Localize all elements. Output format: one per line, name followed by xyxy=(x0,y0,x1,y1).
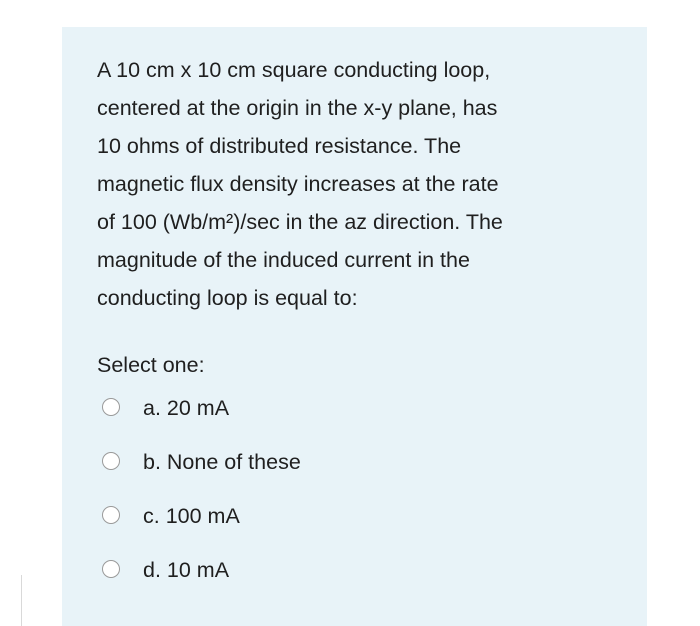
answer-option-a[interactable] xyxy=(102,394,301,448)
answer-options xyxy=(102,394,301,610)
answer-option-label: a. 20 mA xyxy=(143,396,230,420)
answer-option-label: b. None of these xyxy=(143,450,301,474)
radio-button-icon[interactable] xyxy=(102,452,120,470)
question-card xyxy=(62,27,647,626)
radio-button-icon[interactable] xyxy=(102,560,120,578)
answer-option-label: c. 100 mA xyxy=(143,504,240,528)
page-divider xyxy=(21,575,22,626)
radio-button-icon[interactable] xyxy=(102,398,120,416)
answer-option-c[interactable] xyxy=(102,502,301,556)
answer-option-label: d. 10 mA xyxy=(143,558,230,582)
question-text: A 10 cm x 10 cm square conducting loop, centered at the origin in the x-y plane, has 10 ohms of distributed resistance. The magnetic flux density increases at the rate of 100 (Wb/m²)/sec in the az direction. The magnitude of the induced current in the conducting loop is equal to: xyxy=(97,58,503,310)
answer-option-d[interactable] xyxy=(102,556,301,610)
select-one-label: Select one: xyxy=(97,353,205,377)
radio-button-icon[interactable] xyxy=(102,506,120,524)
answer-option-b[interactable] xyxy=(102,448,301,502)
